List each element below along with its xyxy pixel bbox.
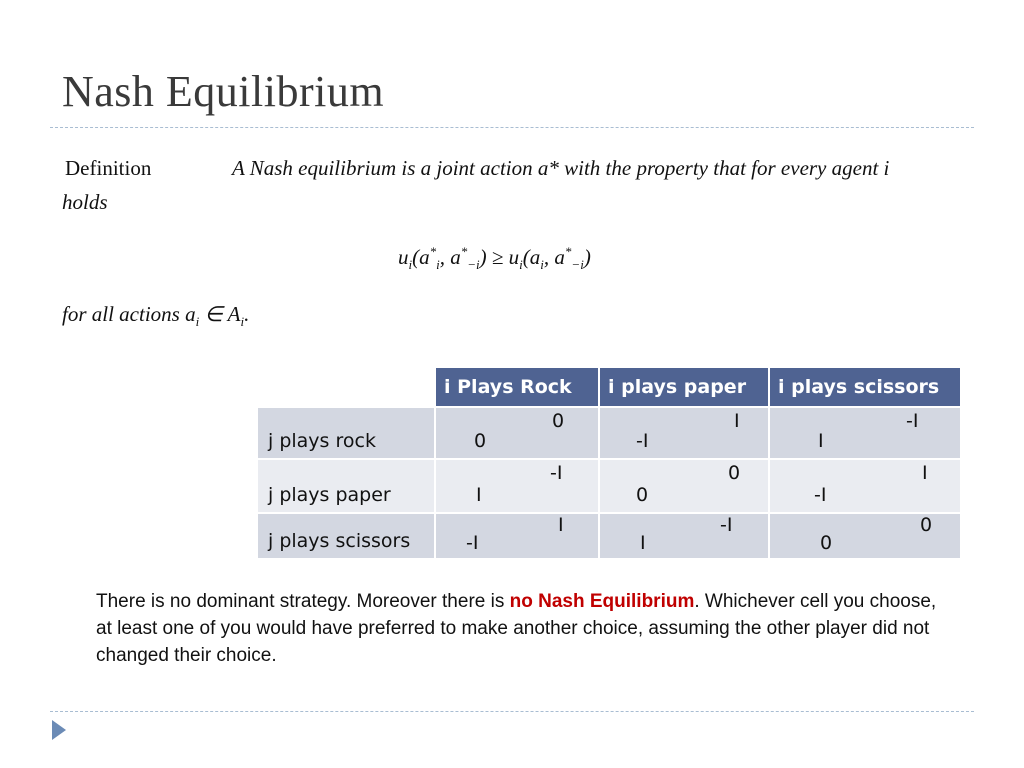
payoff-j: 0 <box>552 410 565 432</box>
payoff-cell <box>599 513 769 559</box>
payoff-j: I <box>922 462 928 484</box>
row-header: j plays scissors <box>257 513 435 559</box>
payoff-i: -I <box>814 484 827 506</box>
table-row <box>257 459 961 513</box>
payoff-j: -I <box>720 514 733 536</box>
row-header: j plays paper <box>257 459 435 513</box>
no-nash-highlight: no Nash Equilibrium <box>509 591 695 612</box>
forall-statement: for all actions $a_i$ ∈ $A_i$. <box>62 302 250 330</box>
payoff-cell <box>435 407 599 459</box>
payoff-i: 0 <box>820 532 833 554</box>
row-header: j plays rock <box>257 407 435 459</box>
payoff-j: -I <box>550 462 563 484</box>
title-divider <box>50 127 974 128</box>
payoff-j: I <box>734 410 740 432</box>
slide-title: Nash Equilibrium <box>62 67 385 116</box>
payoff-i: 0 <box>636 484 649 506</box>
payoff-cell <box>769 459 961 513</box>
nash-inequality-formula: $u_i(a^*_i$, $a^*_{-i}) \ge u_i(a_i$, $a^*_{-i}$) <box>398 244 591 273</box>
table-corner <box>257 367 435 407</box>
payoff-j: -I <box>906 410 919 432</box>
conclusion-text-start: There is no dominant strategy. Moreover there is <box>96 591 510 612</box>
payoff-cell <box>769 513 961 559</box>
payoff-j: I <box>558 514 564 536</box>
payoff-i: 0 <box>474 430 487 452</box>
table-row <box>257 407 961 459</box>
payoff-i: I <box>476 484 482 506</box>
footer-divider <box>50 711 974 712</box>
payoff-table <box>256 366 962 560</box>
table-row <box>257 513 961 559</box>
payoff-cell <box>599 459 769 513</box>
definition-label: Definition <box>65 156 152 180</box>
payoff-i: -I <box>636 430 649 452</box>
payoff-i: I <box>818 430 824 452</box>
payoff-i: -I <box>466 532 479 554</box>
col-header-paper: i plays paper <box>599 367 769 407</box>
definition-text: A Nash equilibrium is a joint action a* with the property that for every agent i <box>232 156 890 180</box>
payoff-j: 0 <box>920 514 933 536</box>
col-header-rock: i Plays Rock <box>435 367 599 407</box>
payoff-j: 0 <box>728 462 741 484</box>
triangle-bullet-icon <box>52 720 66 740</box>
payoff-i: I <box>640 532 646 554</box>
payoff-cell <box>435 459 599 513</box>
payoff-cell <box>769 407 961 459</box>
payoff-cell <box>599 407 769 459</box>
col-header-scissors: i plays scissors <box>769 367 961 407</box>
definition-text-continued: holds <box>62 190 108 214</box>
forall-text: for all actions <box>62 302 180 326</box>
conclusion-text-end: . Whichever cell you choose, at least one of you would have preferred to make another choice, assuming the other player did not changed their choice. <box>96 591 937 666</box>
conclusion-paragraph <box>96 588 956 669</box>
payoff-cell <box>435 513 599 559</box>
